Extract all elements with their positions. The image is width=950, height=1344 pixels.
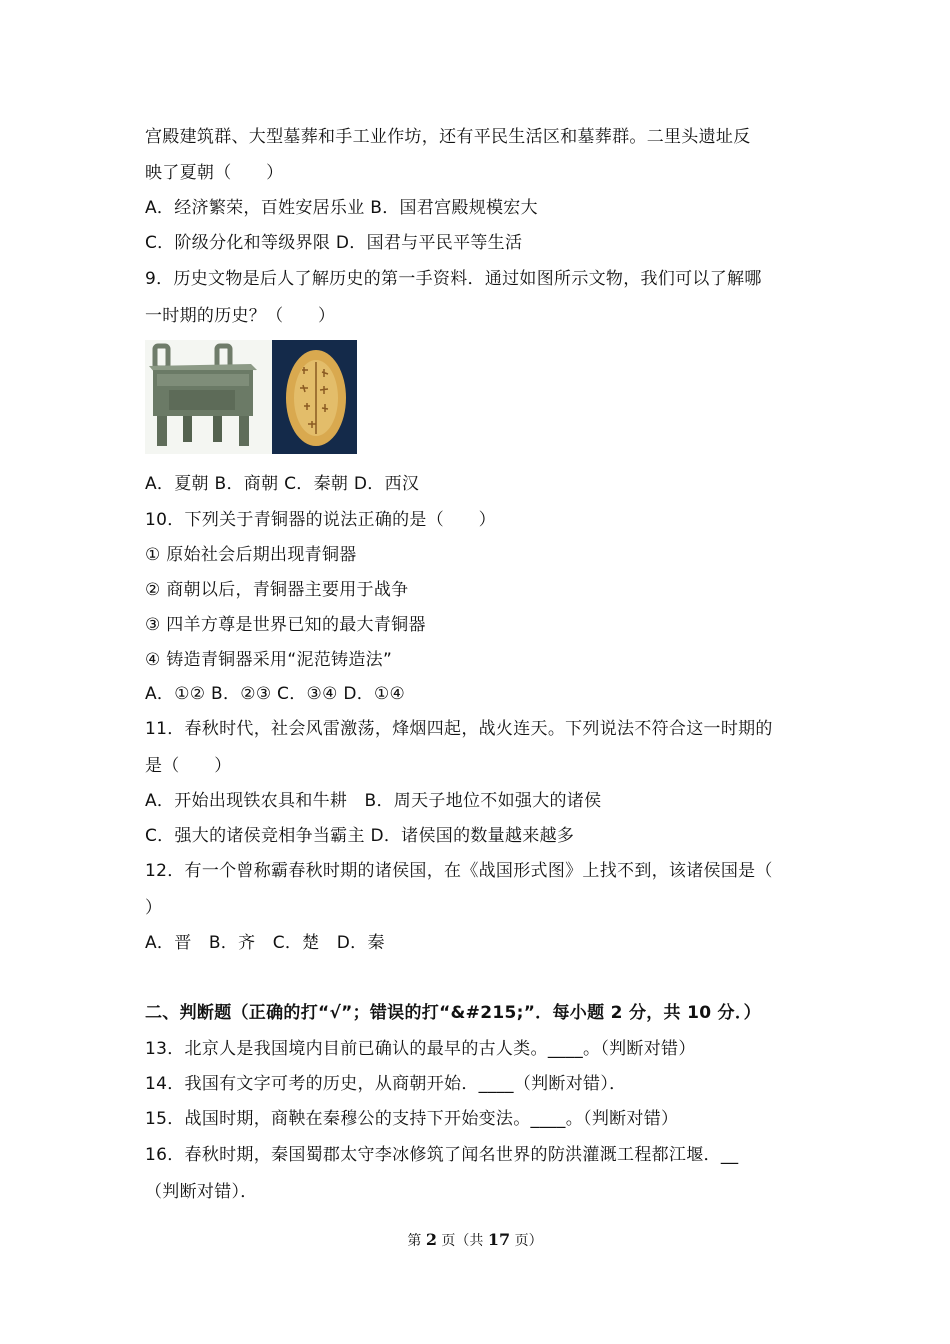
q11-options-cd: C．强大的诸侯竞相争当霸主 D．诸侯国的数量越来越多 — [145, 826, 575, 846]
q8-stem-continued: 宫殿建筑群、大型墓葬和手工业作坊，还有平民生活区和墓葬群。二里头遗址反 — [145, 127, 751, 147]
q9-options: A．夏朝 B．商朝 C．秦朝 D．西汉 — [145, 474, 420, 494]
q9-stem-end: 一时期的历史？（ ） — [145, 306, 336, 326]
footer-total-pages: 17 — [487, 1230, 511, 1249]
q16-statement: 16．春秋时期，秦国蜀郡太守李冰修筑了闻名世界的防洪灌溉工程都江堰．__ — [145, 1145, 739, 1165]
q11-options-ab: A．开始出现铁农具和牛耕 B．周天子地位不如强大的诸侯 — [145, 791, 602, 811]
q8-options-ab: A．经济繁荣，百姓安居乐业 B．国君宫殿规模宏大 — [145, 198, 538, 218]
q14-statement: 14．我国有文字可考的历史，从商朝开始．____（判断对错）． — [145, 1074, 627, 1094]
q10-stem: 10．下列关于青铜器的说法正确的是（ ） — [145, 510, 496, 530]
q16-statement-end: （判断对错）． — [145, 1182, 258, 1202]
q10-options: A．①② B．②③ C．③④ D．①④ — [145, 684, 406, 704]
q11-stem-end: 是（ ） — [145, 756, 232, 776]
q11-stem: 11．春秋时代，社会风雷激荡，烽烟四起，战火连天。下列说法不符合这一时期的 — [145, 719, 773, 739]
q12-stem-end: ） — [145, 898, 163, 918]
q10-statement-4: ④ 铸造青铜器采用“泥范铸造法” — [145, 650, 393, 670]
q13-statement: 13．北京人是我国境内目前已确认的最早的古人类。____。（判断对错） — [145, 1039, 696, 1059]
q9-stem: 9．历史文物是后人了解历史的第一手资料．通过如图所示文物，我们可以了解哪 — [145, 269, 762, 289]
bronze-ding-image — [145, 340, 272, 454]
q12-options: A．晋 B．齐 C．楚 D．秦 — [145, 933, 385, 953]
q10-statement-2: ② 商朝以后，青铜器主要用于战争 — [145, 580, 409, 600]
q12-stem: 12．有一个曾称霸春秋时期的诸侯国，在《战国形式图》上找不到，该诸侯国是（ — [145, 861, 773, 881]
q15-statement: 15．战国时期，商鞅在秦穆公的支持下开始变法。____。（判断对错） — [145, 1109, 679, 1129]
q10-statement-3: ③ 四羊方尊是世界已知的最大青铜器 — [145, 615, 426, 635]
footer-page-number: 2 — [425, 1230, 437, 1249]
q8-options-cd: C．阶级分化和等级界限 D．国君与平民平等生活 — [145, 233, 523, 253]
footer-suffix: 页） — [510, 1233, 543, 1249]
footer-middle: 页（共 — [436, 1233, 488, 1249]
q8-stem-end: 映了夏朝（ ） — [145, 163, 284, 183]
section-2-heading: 二、判断题（正确的打“√”；错误的打“&#215;”．每小题 2 分，共 10 分．） — [145, 1003, 761, 1023]
footer-prefix: 第 — [407, 1233, 426, 1249]
oracle-bone-image — [272, 340, 357, 454]
q9-artifact-figures — [145, 340, 357, 454]
q10-statement-1: ① 原始社会后期出现青铜器 — [145, 545, 357, 565]
page-footer — [0, 1230, 950, 1251]
